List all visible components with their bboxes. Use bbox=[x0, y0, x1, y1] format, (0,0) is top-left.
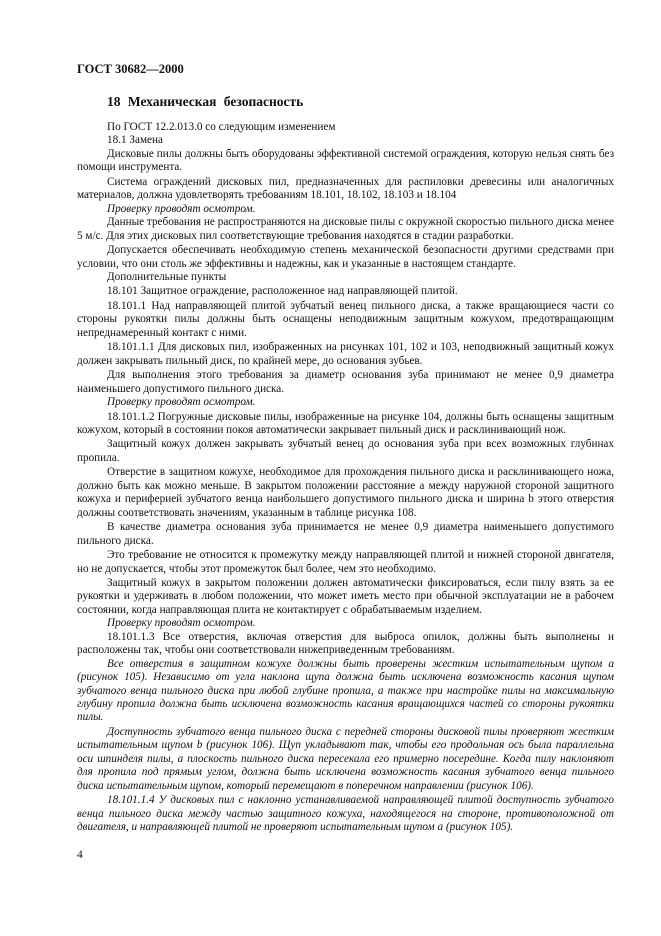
body-text bbox=[77, 121, 614, 835]
paragraph: Данные требования не распространяются на дисковые пилы с окружной скоростью пильного диска менее 5 м/с. Для этих дисковых пил соответствующие требования находятся в стадии разработки. bbox=[77, 216, 614, 242]
paragraph: В качестве диаметра основания зуба принимается не менее 0,9 диаметра наименьшего допустимого пильного диска. bbox=[77, 521, 614, 547]
paragraph: По ГОСТ 12.2.013.0 со следующим изменением bbox=[107, 121, 336, 133]
paragraph: 18.101.1.1 Для дисковых пил, изображенных на рисунках 101, 102 и 103, неподвижный защитный кожух должен закрывать пильный диск, по крайней мере, до основания зубьев. bbox=[77, 341, 614, 367]
paragraph: Система ограждений дисковых пил, предназначенных для распиловки древесины или аналогичных материалов, должна удовлетворять требованиям 18.101, 18.102, 18.103 и 18.104 bbox=[77, 175, 614, 202]
paragraph: 18.101.1.2 Погружные дисковые пилы, изображенные на рисунке 104, должны быть оснащены защитным кожухом, который в состоянии покоя автоматически закрывает пильный диск и расклинивающий нож. bbox=[77, 410, 614, 436]
paragraph: Защитный кожух в закрытом положении должен автоматически фиксироваться, если пилу взять за ее рукоятки и удерживать в любом положении, что может иметь место при обычной эксплуатации не в рабочем состоянии, когда направляющая плита не контактирует с обрабатываемым изделием. bbox=[77, 576, 614, 616]
paragraph: 18.1 Замена bbox=[107, 134, 163, 147]
paragraph: Проверку проводят осмотром. bbox=[107, 202, 256, 215]
paragraph: Это требование не относится к промежутку между направляющей плитой и нижней стороной двигателя, но не допускается, чтобы этот промежуток был более, чем это необходимо. bbox=[77, 549, 614, 575]
paragraph: Проверку проводят осмотром. bbox=[107, 396, 256, 409]
section-title: 18 Механическая безопасность bbox=[107, 94, 304, 109]
paragraph: Проверку проводят осмотром. bbox=[107, 617, 256, 630]
paragraph: 18.101.1 Над направляющей плитой зубчатый венец пильного диска, а также вращающиеся части со стороны рукоятки пилы должны быть оснащены неподвижным защитным кожухом, предотвращающим непреднамеренный контакт с ними. bbox=[77, 299, 614, 339]
paragraph: Отверстие в защитном кожухе, необходимое для прохождения пильного диска и расклинивающего ножа, должно быть как можно меньше. В закрытом положении расстояние a между наружной стороной защитного кожуха и периферией зубчатого венца наибольшего допустимого пильного диска и ширина b этого отверстия должны соответствовать значениям, указанным в таблице рисунка 108. bbox=[77, 466, 614, 519]
paragraph: Дисковые пилы должны быть оборудованы эффективной системой ограждения, которую нельзя снять без помощи инструмента. bbox=[77, 147, 614, 174]
paragraph: 18.101 Защитное ограждение, расположенное над направляющей плитой. bbox=[107, 285, 458, 298]
paragraph: Дополнительные пункты bbox=[107, 270, 227, 283]
paragraph: 18.101.1.3 Все отверстия, включая отверстия для выброса опилок, должны быть выполнены и расположены так, чтобы они соответствовали нижеприведенным требованиям. bbox=[77, 630, 614, 657]
paragraph: 18.101.1.4 У дисковых пил с наклонно устанавливаемой направляющей плитой доступность зубчатого венца пильного диска между частью защитного кожуха, находящегося на стороне, противоположной от двигателя, и направляющей плитой не проверяют испытательным щупом a (рисунок 105). bbox=[77, 794, 614, 834]
paragraph: Все отверстия в защитном кожухе должны быть проверены жестким испытательным щупом a (рисунок 105). Независимо от угла наклона щупа должна быть исключена возможность касания щупом зубчатого венца пильного диска при любой глубине пропила, а также при настройке пилы на максимальную глубину пропила должна быть исключена возможность касания вращающихся частей со стороны рукоятки пилы. bbox=[77, 657, 614, 724]
page-number: 4 bbox=[77, 849, 83, 861]
paragraph: Допускается обеспечивать необходимую степень механической безопасности другими средствами при условии, что они столь же эффективны и надежны, как и указанные в настоящем стандарте. bbox=[77, 244, 614, 270]
document-header: ГОСТ 30682—2000 bbox=[77, 62, 184, 76]
paragraph: Для выполнения этого требования за диаметр основания зуба принимают не менее 0,9 диаметра наименьшего допустимого пильного диска. bbox=[77, 369, 614, 395]
paragraph: Защитный кожух должен закрывать зубчатый венец до основания зуба при всех возможных глубинах пропила. bbox=[77, 438, 614, 464]
paragraph: Доступность зубчатого венца пильного диска с передней стороны дисковой пилы проверяют жестким испытательным щупом b (рисунок 106). Щуп укладывают так, чтобы его продольная ось была параллельна оси шпинделя пилы, а плоскость пильного диска пересекала его примерно посередине. Когда пилу наклоняют для пропила под прямым углом, должна быть исключена возможность касания зубчатого венца пильного диска испытательным щупом, который перемещают в поперечном направлении (рисунок 106). bbox=[77, 725, 614, 792]
